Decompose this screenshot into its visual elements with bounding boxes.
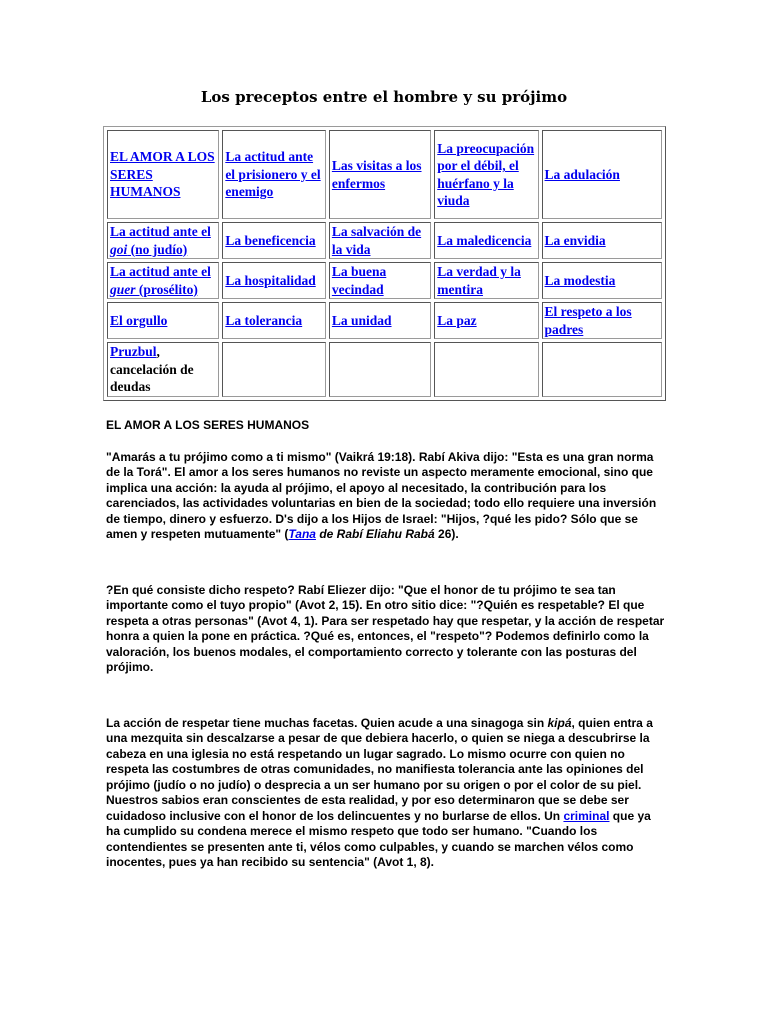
cell-text: , cancelación de deudas bbox=[110, 344, 194, 394]
table-row bbox=[107, 262, 662, 299]
empty-cell bbox=[222, 342, 326, 397]
topic-link-unidad[interactable]: La unidad bbox=[331, 312, 392, 328]
table-cell bbox=[542, 222, 662, 259]
link-text-italic: guer bbox=[110, 281, 136, 297]
section-heading: EL AMOR A LOS SERES HUMANOS bbox=[106, 418, 310, 432]
topic-link-verdad[interactable]: La verdad y la mentira bbox=[437, 264, 521, 297]
table-cell bbox=[329, 302, 431, 339]
paragraph bbox=[106, 716, 666, 871]
table-cell bbox=[329, 130, 431, 219]
table-cell bbox=[222, 302, 326, 339]
paragraph-text-italic: de Rabí Eliahu Rabá bbox=[315, 527, 435, 541]
empty-cell bbox=[329, 342, 431, 397]
table-cell bbox=[329, 262, 431, 299]
paragraph-text: La acción de respetar tiene muchas facetas. Quien acude a una sinagoga sin bbox=[106, 715, 548, 730]
table-row bbox=[107, 130, 662, 219]
table-cell bbox=[107, 130, 219, 219]
link-text-italic: goi bbox=[110, 241, 128, 257]
table-row bbox=[107, 342, 662, 397]
tana-link[interactable] bbox=[288, 527, 316, 541]
table-cell bbox=[434, 130, 538, 219]
link-text: La actitud ante el bbox=[110, 264, 211, 279]
topic-link-padres[interactable]: El respeto a los padres bbox=[544, 304, 632, 337]
paragraph-text: "Amarás a tu prójimo como a ti mismo" (Vaikrá 19:18). Rabí Akiva dijo: "Esta es una gran norma de la Torá". El amor a los seres humanos no reviste un aspecto meramente emocional, sino que implica una acción: la ayuda al prójimo, el apoyo al necesitado, la contribución para los carenciados, las actividades voluntarias en bien de la sociedad; todo ello requiere una inversión de tiempo, dinero y esfuerzo. D's dijo a los Hijos de Israel: "Hijos, ?qué les pido? Sólo que se amen y respeten mutuamente" ( bbox=[106, 449, 657, 541]
criminal-link[interactable]: criminal bbox=[563, 808, 610, 823]
table-cell bbox=[107, 342, 219, 397]
link-text-italic: Tana bbox=[288, 527, 316, 541]
table-row bbox=[107, 222, 662, 259]
topic-link-pruzbul[interactable]: Pruzbul bbox=[110, 344, 157, 359]
topic-link-beneficencia[interactable]: La beneficencia bbox=[225, 232, 316, 248]
paragraph-text-italic: kipá bbox=[547, 715, 572, 730]
paragraph bbox=[106, 450, 666, 543]
table-cell bbox=[107, 262, 219, 299]
table-cell bbox=[107, 222, 219, 259]
topic-link-debil[interactable]: La preocupación por el débil, el huérfano y la viuda bbox=[437, 140, 535, 208]
topic-link-amor[interactable]: EL AMOR A LOS SERES HUMANOS bbox=[110, 149, 215, 200]
topic-link-envidia[interactable]: La envidia bbox=[544, 232, 606, 248]
paragraph-text: , quien entra a una mezquita sin descalzarse a pesar de que debiera hacerlo, o quien se niega a descubrirse la cabeza en una iglesia no está respetando un lugar sagrado. Lo mismo ocurre con quien no respeta las costumbres de otras comunidades, no manifiesta tolerancia ante las opiniones del prójimo (judío o no judío) o desprecia a un ser humano por su origen o por el color de su piel. Nuestros sabios eran conscientes de esta realidad, y por eso determinaron que se debe ser cuidadoso inclusive con el honor de los delincuentes y no burlarse de ellos. Un bbox=[106, 715, 653, 823]
topic-link-tolerancia[interactable]: La tolerancia bbox=[225, 312, 303, 328]
table-cell bbox=[434, 302, 538, 339]
table-row bbox=[107, 302, 662, 339]
page-title: Los preceptos entre el hombre y su prójimo bbox=[200, 88, 568, 106]
table-cell bbox=[542, 130, 662, 219]
table-cell bbox=[107, 302, 219, 339]
link-text: (no judío) bbox=[127, 241, 188, 257]
topic-link-adulacion[interactable]: La adulación bbox=[544, 166, 620, 182]
link-text: (prosélito) bbox=[135, 281, 198, 297]
topic-link-vecindad[interactable]: La buena vecindad bbox=[331, 264, 387, 297]
topic-link-goi[interactable] bbox=[110, 224, 211, 257]
link-text: La actitud ante el bbox=[110, 224, 211, 239]
paragraph-text: que ya ha cumplido su condena merece el mismo respeto que todo ser humano. "Cuando los contendientes se presenten ante ti, vélos como culpables, y cuando se marchen vélos como inocentes, pues ya han recibido su sentencia" (Avot 1, 8). bbox=[106, 808, 651, 869]
table-cell bbox=[542, 302, 662, 339]
paragraph-text: 26). bbox=[434, 527, 459, 541]
paragraph: ?En qué consiste dicho respeto? Rabí Eliezer dijo: "Que el honor de tu prójimo te sea tan importante como el tuyo propio" (Avot 2, 15). En otro sitio dice: "?Quién es respetable? El que respeta a otras personas" (Avot 4, 1). Para ser respetado hay que respetar, y la acción de respetar honra a quien la pone en práctica. ?Qué es, entonces, el "respeto"? Podemos definirlo como la valoración, los buenos modales, el comportamiento correcto y tolerante con las posturas del prójimo. bbox=[106, 582, 665, 674]
topic-link-hospitalidad[interactable]: La hospitalidad bbox=[225, 272, 316, 288]
topic-link-salvacion[interactable]: La salvación de la vida bbox=[331, 224, 422, 257]
table-cell bbox=[434, 262, 538, 299]
article-body bbox=[106, 418, 666, 871]
topic-link-paz[interactable]: La paz bbox=[437, 312, 477, 328]
table-cell bbox=[434, 222, 538, 259]
table-cell bbox=[329, 222, 431, 259]
topic-link-visitas[interactable]: Las visitas a los enfermos bbox=[331, 158, 422, 191]
topic-link-prisionero[interactable]: La actitud ante el prisionero y el enemigo bbox=[225, 149, 321, 200]
empty-cell bbox=[434, 342, 538, 397]
table-cell bbox=[222, 130, 326, 219]
topic-link-orgullo[interactable]: El orgullo bbox=[110, 312, 168, 328]
table-cell bbox=[222, 262, 326, 299]
topic-link-maledicencia[interactable]: La maledicencia bbox=[437, 232, 532, 248]
topic-link-modestia[interactable]: La modestia bbox=[544, 272, 616, 288]
table-cell bbox=[542, 262, 662, 299]
empty-cell bbox=[542, 342, 662, 397]
topics-table bbox=[103, 126, 666, 401]
table-cell bbox=[222, 222, 326, 259]
topic-link-guer[interactable] bbox=[110, 264, 211, 297]
